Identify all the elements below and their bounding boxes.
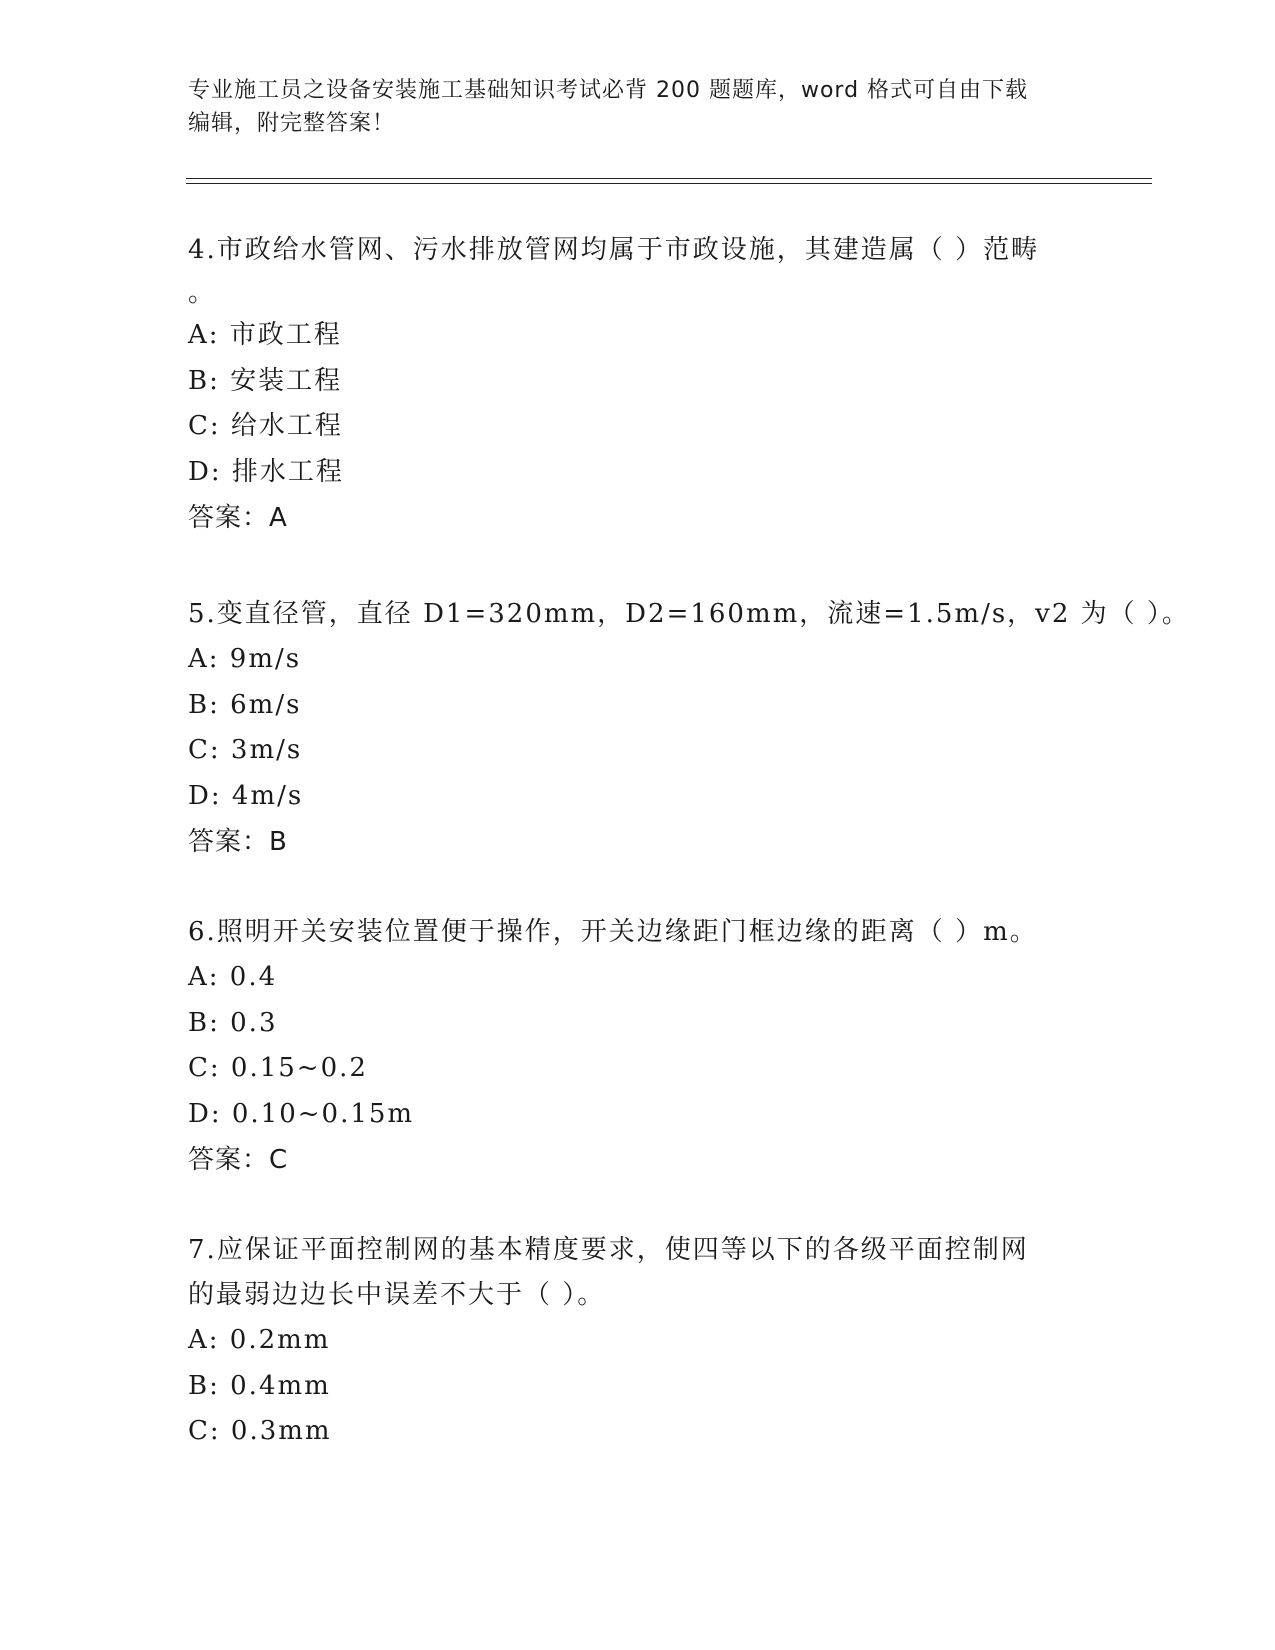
option-d: D: 4m/s: [188, 780, 304, 811]
option-d: D: 0.10~0.15m: [188, 1098, 415, 1129]
question-5: [188, 592, 1190, 865]
option-b: B: 安装工程: [188, 365, 343, 396]
option-a: A: 0.2mm: [188, 1325, 331, 1355]
header-divider-bottom: [186, 183, 1152, 184]
document-header: [188, 74, 1078, 140]
question-stem: 5.变直径管，直径 D1=320mm，D2=160mm，流速=1.5m/s，v2 为（ ）。: [188, 599, 1190, 629]
answer-line: 答案：B: [188, 827, 288, 857]
question-stem: 4.市政给水管网、污水排放管网均属于市政设施，其建造属（ ）范畴: [188, 235, 1040, 265]
header-line-2: 编辑，附完整答案！: [188, 111, 396, 136]
question-stem: 6.照明开关安装位置便于操作，开关边缘距门框边缘的距离（ ）m。: [188, 917, 1038, 947]
header-divider-top: [186, 178, 1152, 179]
option-b: B: 0.4mm: [188, 1370, 331, 1401]
question-6: [188, 910, 1088, 1183]
header-line-1: 专业施工员之设备安装施工基础知识考试必背 200 题题库，word 格式可自由下载: [188, 78, 1029, 103]
option-d: D: 排水工程: [188, 456, 344, 487]
option-a: A: 9m/s: [188, 644, 302, 674]
question-stem-continuation: 的最弱边边长中误差不大于（ ）。: [188, 1280, 606, 1310]
option-a: A: 市政工程: [188, 320, 342, 350]
option-c: C: 3m/s: [188, 735, 303, 765]
option-c: C: 0.3mm: [188, 1416, 332, 1446]
question-7: [188, 1228, 1088, 1455]
question-4: [188, 228, 1088, 541]
answer-line: 答案：C: [188, 1145, 289, 1175]
question-stem: 7.应保证平面控制网的基本精度要求，使四等以下的各级平面控制网: [188, 1235, 1029, 1265]
option-c: C: 0.15~0.2: [188, 1053, 368, 1083]
option-a: A: 0.4: [188, 962, 278, 992]
option-b: B: 0.3: [188, 1007, 278, 1038]
option-b: B: 6m/s: [188, 689, 302, 720]
question-stem-continuation: 。: [188, 278, 217, 308]
answer-line: 答案：A: [188, 503, 288, 533]
option-c: C: 给水工程: [188, 411, 343, 441]
